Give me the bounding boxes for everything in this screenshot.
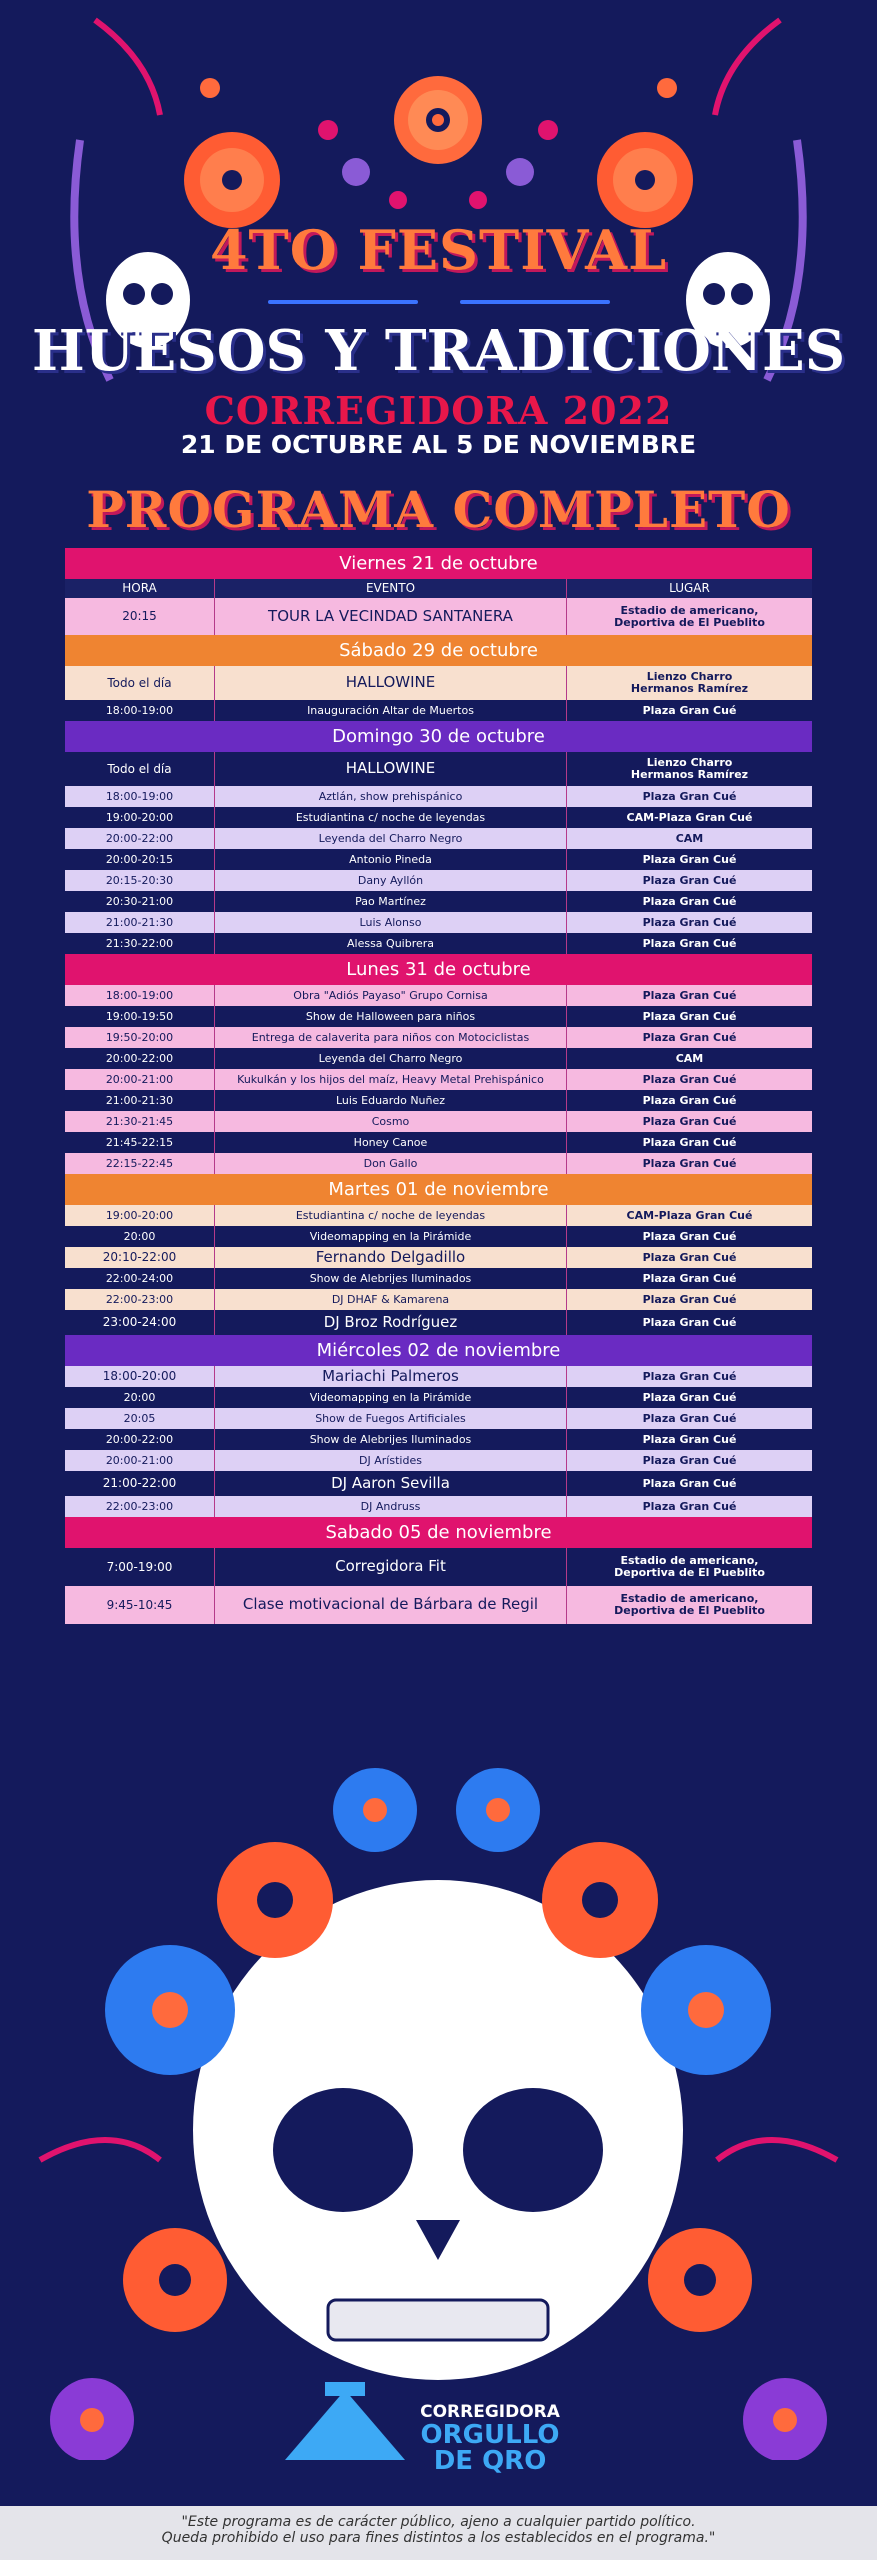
schedule-row xyxy=(65,1006,812,1027)
event-cell: Show de Halloween para niños xyxy=(215,1006,567,1027)
location-cell: Plaza Gran Cué xyxy=(642,1476,737,1490)
event-cell: Leyenda del Charro Negro xyxy=(215,1048,567,1069)
event-name: HUESOS Y TRADICIONES xyxy=(31,318,846,384)
event-cell: Mariachi Palmeros xyxy=(215,1366,567,1387)
schedule-row xyxy=(65,1205,812,1226)
location-cell: Plaza Gran Cué xyxy=(642,1499,737,1513)
schedule-row xyxy=(65,1048,812,1069)
location-cell: Plaza Gran Cué xyxy=(642,1250,737,1264)
schedule-row xyxy=(65,1366,812,1387)
location-cell: Estadio de americano, Deportiva de El Pueblito xyxy=(614,1592,765,1617)
day-header: Miércoles 02 de noviembre xyxy=(65,1335,812,1366)
schedule-row xyxy=(65,700,812,721)
schedule-row xyxy=(65,1069,812,1090)
location-cell: Plaza Gran Cué xyxy=(642,1453,737,1467)
location-cell: Lienzo Charro Hermanos Ramírez xyxy=(630,756,749,781)
event-cell: Show de Fuegos Artificiales xyxy=(215,1408,567,1429)
schedule-row xyxy=(65,1153,812,1174)
time-cell: Todo el día xyxy=(65,752,215,786)
schedule-row xyxy=(65,1387,812,1408)
event-cell: TOUR LA VECINDAD SANTANERA xyxy=(215,598,567,635)
time-cell: 21:00-21:30 xyxy=(65,912,215,933)
location-cell: CAM xyxy=(675,831,704,845)
time-cell: 20:00-20:15 xyxy=(65,849,215,870)
location-cell: Plaza Gran Cué xyxy=(642,936,737,950)
bottom-decoration xyxy=(0,1740,877,2460)
time-cell: 22:00-23:00 xyxy=(65,1496,215,1517)
event-cell: Luis Alonso xyxy=(215,912,567,933)
time-cell: 7:00-19:00 xyxy=(65,1548,215,1586)
event-cell: DJ Arístides xyxy=(215,1450,567,1471)
time-cell: 18:00-20:00 xyxy=(65,1366,215,1387)
event-cell: DJ Broz Rodríguez xyxy=(215,1310,567,1335)
event-cell: HALLOWINE xyxy=(215,752,567,786)
left-leaf-icon xyxy=(95,20,160,115)
event-cell: Fernando Delgadillo xyxy=(215,1247,567,1268)
column-headers xyxy=(65,579,812,598)
location-cell: CAM xyxy=(675,1051,704,1065)
left-flower-icon xyxy=(184,132,280,228)
time-cell: 19:00-19:50 xyxy=(65,1006,215,1027)
schedule-row xyxy=(65,1132,812,1153)
event-cell: Dany Ayllón xyxy=(215,870,567,891)
schedule-row xyxy=(65,1226,812,1247)
event-cell: DJ Aaron Sevilla xyxy=(215,1471,567,1496)
purple-flower-left-icon xyxy=(50,2378,134,2460)
location-cell: Estadio de americano, Deportiva de El Pueblito xyxy=(614,603,765,629)
time-cell: 20:00 xyxy=(65,1226,215,1247)
schedule-row xyxy=(65,1111,812,1132)
schedule-row xyxy=(65,1471,812,1496)
day-header: Sabado 05 de noviembre xyxy=(65,1517,812,1548)
time-cell: 20:00-22:00 xyxy=(65,1429,215,1450)
time-cell: 20:00-22:00 xyxy=(65,1048,215,1069)
location-cell: Plaza Gran Cué xyxy=(642,1432,737,1446)
event-cell: Obra "Adiós Payaso" Grupo Cornisa xyxy=(215,985,567,1006)
time-cell: Todo el día xyxy=(65,666,215,700)
schedule-row xyxy=(65,807,812,828)
event-subtitle: CORREGIDORA 2022 xyxy=(204,388,673,433)
event-cell: Estudiantina c/ noche de leyendas xyxy=(215,807,567,828)
hora-column-header: HORA xyxy=(65,579,215,598)
time-cell: 23:00-24:00 xyxy=(65,1310,215,1335)
event-cell: Aztlán, show prehispánico xyxy=(215,786,567,807)
day-header: Domingo 30 de octubre xyxy=(65,721,812,752)
time-cell: 22:15-22:45 xyxy=(65,1153,215,1174)
logo-line-3: DE QRO xyxy=(433,2446,547,2476)
orange-flower-left-icon xyxy=(217,1842,333,1958)
event-cell: Entrega de calaverita para niños con Motociclistas xyxy=(215,1027,567,1048)
event-cell: Leyenda del Charro Negro xyxy=(215,828,567,849)
day-header: Lunes 31 de octubre xyxy=(65,954,812,985)
schedule-row xyxy=(65,666,812,700)
location-cell: CAM-Plaza Gran Cué xyxy=(626,810,753,824)
schedule-row xyxy=(65,1268,812,1289)
event-cell: Honey Canoe xyxy=(215,1132,567,1153)
purple-flower-right-icon xyxy=(743,2378,827,2460)
day-header: Martes 01 de noviembre xyxy=(65,1174,812,1205)
location-cell: Estadio de americano, Deportiva de El Pueblito xyxy=(614,1554,765,1579)
program-title: PROGRAMA COMPLETO xyxy=(86,480,791,539)
location-cell: Plaza Gran Cué xyxy=(642,1093,737,1107)
festival-title: 4TO FESTIVAL xyxy=(209,218,668,282)
right-flower-icon xyxy=(597,132,693,228)
location-cell: Plaza Gran Cué xyxy=(642,894,737,908)
time-cell: 21:45-22:15 xyxy=(65,1132,215,1153)
time-cell: 20:10-22:00 xyxy=(65,1247,215,1268)
corregidora-logo xyxy=(400,2402,580,2474)
schedule-row xyxy=(65,1586,812,1624)
location-cell: Plaza Gran Cué xyxy=(642,988,737,1002)
event-cell: Estudiantina c/ noche de leyendas xyxy=(215,1205,567,1226)
time-cell: 20:00 xyxy=(65,1387,215,1408)
event-cell: Luis Eduardo Nuñez xyxy=(215,1090,567,1111)
orange-flower-bottom-right-icon xyxy=(648,2228,752,2332)
time-cell: 22:00-23:00 xyxy=(65,1289,215,1310)
location-cell: Plaza Gran Cué xyxy=(642,1009,737,1023)
time-cell: 20:15-20:30 xyxy=(65,870,215,891)
time-cell: 22:00-24:00 xyxy=(65,1268,215,1289)
time-cell: 20:00-21:00 xyxy=(65,1450,215,1471)
event-cell: Inauguración Altar de Muertos xyxy=(215,700,567,721)
schedule-row xyxy=(65,1408,812,1429)
event-cell: Clase motivacional de Bárbara de Regil xyxy=(215,1586,567,1624)
schedule-table xyxy=(65,548,812,1624)
location-cell: Plaza Gran Cué xyxy=(642,789,737,803)
pink-leaf-left-icon xyxy=(40,2140,160,2160)
event-cell: Alessa Quibrera xyxy=(215,933,567,954)
schedule-row xyxy=(65,891,812,912)
schedule-row xyxy=(65,1450,812,1471)
time-cell: 21:00-21:30 xyxy=(65,1090,215,1111)
location-cell: Plaza Gran Cué xyxy=(642,1390,737,1404)
location-cell: CAM-Plaza Gran Cué xyxy=(626,1208,753,1222)
location-cell: Plaza Gran Cué xyxy=(642,915,737,929)
footer-disclaimer: "Este programa es de carácter público, ajeno a cualquier partido político. Queda prohibido el uso para fines distintos a los establecidos en el programa." xyxy=(161,2514,716,2547)
location-cell: Plaza Gran Cué xyxy=(642,1271,737,1285)
schedule-row xyxy=(65,1289,812,1310)
lugar-column-header: LUGAR xyxy=(669,581,710,596)
schedule-row xyxy=(65,912,812,933)
time-cell: 19:00-20:00 xyxy=(65,807,215,828)
time-cell: 18:00-19:00 xyxy=(65,985,215,1006)
event-cell: Show de Alebrijes Iluminados xyxy=(215,1429,567,1450)
day-header: Viernes 21 de octubre xyxy=(65,548,812,579)
event-dates: 21 DE OCTUBRE AL 5 DE NOVIEMBRE xyxy=(180,430,697,459)
event-cell: DJ Andruss xyxy=(215,1496,567,1517)
schedule-row xyxy=(65,828,812,849)
location-cell: Plaza Gran Cué xyxy=(642,1315,737,1329)
location-cell: Plaza Gran Cué xyxy=(642,1369,737,1383)
location-cell: Plaza Gran Cué xyxy=(642,1156,737,1170)
location-cell: Plaza Gran Cué xyxy=(642,852,737,866)
schedule-row xyxy=(65,933,812,954)
time-cell: 18:00-19:00 xyxy=(65,700,215,721)
time-cell: 19:50-20:00 xyxy=(65,1027,215,1048)
day-header: Sábado 29 de octubre xyxy=(65,635,812,666)
time-cell: 20:05 xyxy=(65,1408,215,1429)
logo-line-1: CORREGIDORA xyxy=(420,2402,560,2422)
location-cell: Plaza Gran Cué xyxy=(642,703,737,717)
event-cell: Pao Martínez xyxy=(215,891,567,912)
blue-flower-right-icon xyxy=(641,1945,771,2075)
top-flower-icon xyxy=(394,76,482,164)
time-cell: 21:00-22:00 xyxy=(65,1471,215,1496)
title-divider-right xyxy=(460,300,610,304)
time-cell: 20:00-21:00 xyxy=(65,1069,215,1090)
event-cell: Antonio Pineda xyxy=(215,849,567,870)
location-cell: Plaza Gran Cué xyxy=(642,1114,737,1128)
location-cell: Plaza Gran Cué xyxy=(642,1135,737,1149)
event-cell: Kukulkán y los hijos del maíz, Heavy Metal Prehispánico xyxy=(215,1069,567,1090)
time-cell: 21:30-21:45 xyxy=(65,1111,215,1132)
event-cell: Cosmo xyxy=(215,1111,567,1132)
schedule-row xyxy=(65,1310,812,1335)
pink-leaf-right-icon xyxy=(717,2140,837,2160)
orange-flower-right-icon xyxy=(542,1842,658,1958)
event-cell: HALLOWINE xyxy=(215,666,567,700)
event-cell: Videomapping en la Pirámide xyxy=(215,1226,567,1247)
time-cell: 19:00-20:00 xyxy=(65,1205,215,1226)
schedule-row xyxy=(65,849,812,870)
location-cell: Plaza Gran Cué xyxy=(642,873,737,887)
location-cell: Plaza Gran Cué xyxy=(642,1411,737,1425)
location-cell: Lienzo Charro Hermanos Ramírez xyxy=(630,670,749,695)
evento-column-header: EVENTO xyxy=(215,579,567,598)
time-cell: 18:00-19:00 xyxy=(65,786,215,807)
event-cell: Corregidora Fit xyxy=(215,1548,567,1586)
pyramid-logo-icon xyxy=(285,2382,405,2460)
location-cell: Plaza Gran Cué xyxy=(642,1030,737,1044)
time-cell: 20:15 xyxy=(65,598,215,635)
blue-flower-top-right-icon xyxy=(456,1768,540,1852)
event-cell: DJ DHAF & Kamarena xyxy=(215,1289,567,1310)
right-leaf-icon xyxy=(715,20,780,115)
location-cell: Plaza Gran Cué xyxy=(642,1072,737,1086)
blue-flower-left-icon xyxy=(105,1945,235,2075)
schedule-row xyxy=(65,1090,812,1111)
location-cell: Plaza Gran Cué xyxy=(642,1292,737,1306)
title-divider-left xyxy=(268,300,418,304)
schedule-row xyxy=(65,1548,812,1586)
event-cell: Show de Alebrijes Iluminados xyxy=(215,1268,567,1289)
schedule-row xyxy=(65,752,812,786)
time-cell: 9:45-10:45 xyxy=(65,1586,215,1624)
logo-line-2: ORGULLO xyxy=(420,2420,560,2450)
schedule-row xyxy=(65,598,812,635)
schedule-row xyxy=(65,1496,812,1517)
time-cell: 20:00-22:00 xyxy=(65,828,215,849)
schedule-row xyxy=(65,1429,812,1450)
event-cell: Videomapping en la Pirámide xyxy=(215,1387,567,1408)
schedule-row xyxy=(65,870,812,891)
schedule-row xyxy=(65,1027,812,1048)
location-cell: Plaza Gran Cué xyxy=(642,1229,737,1243)
orange-flower-bottom-left-icon xyxy=(123,2228,227,2332)
time-cell: 20:30-21:00 xyxy=(65,891,215,912)
schedule-row xyxy=(65,786,812,807)
schedule-row xyxy=(65,985,812,1006)
footer xyxy=(0,2506,877,2560)
blue-flower-top-left-icon xyxy=(333,1768,417,1852)
time-cell: 21:30-22:00 xyxy=(65,933,215,954)
schedule-row xyxy=(65,1247,812,1268)
event-cell: Don Gallo xyxy=(215,1153,567,1174)
